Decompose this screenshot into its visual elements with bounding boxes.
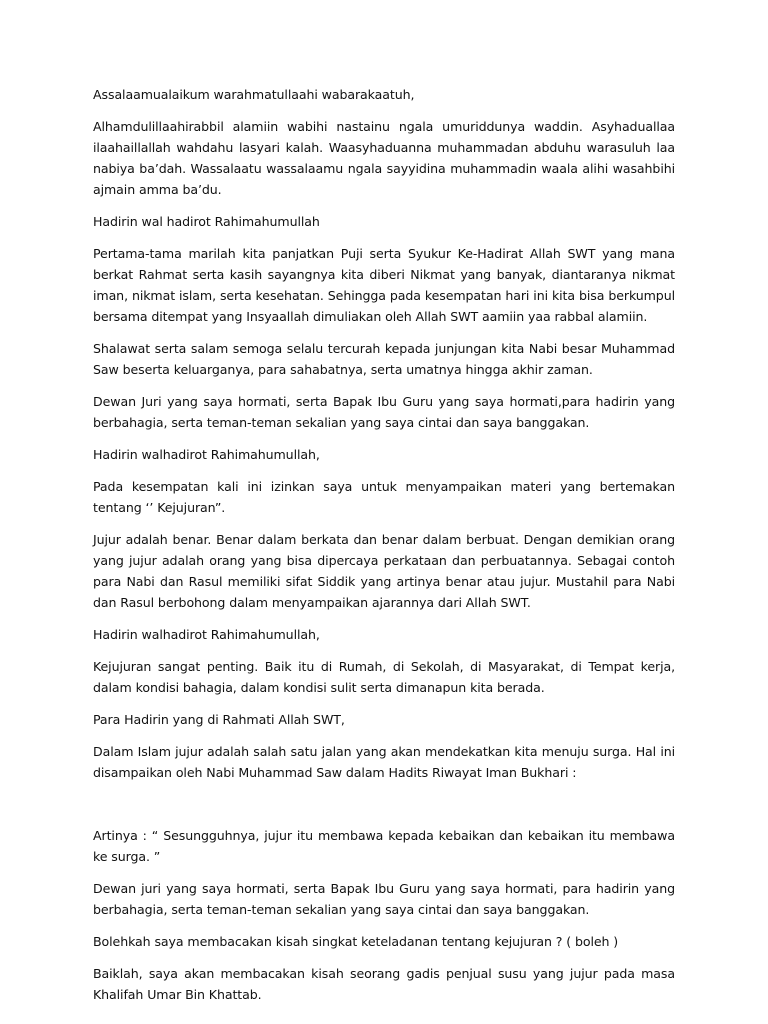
document-page [93, 84, 675, 1016]
paragraph-story-intro: Baiklah, saya akan membacakan kisah seorang gadis penjual susu yang jujur pada masa Khalifah Umar Bin Khattab. [93, 966, 675, 1002]
paragraph-jury-greeting-1: Dewan Juri yang saya hormati, serta Bapak Ibu Guru yang saya hormati,para hadirin yang berbahagia, serta teman-teman sekalian yang saya cintai dan saya banggakan. [93, 394, 675, 430]
paragraph-importance: Kejujuran sangat penting. Baik itu di Rumah, di Sekolah, di Masyarakat, di Tempat kerja, dalam kondisi bahagia, dalam kondisi sulit serta dimanapun kita berada. [93, 659, 675, 695]
greeting-opening: Assalaamualaikum warahmatullaahi wabarakaatuh, [93, 87, 415, 102]
paragraph-jury-greeting-2: Dewan juri yang saya hormati, serta Bapak Ibu Guru yang saya hormati, para hadirin yang berbahagia, serta teman-teman sekalian yang saya cintai dan saya banggakan. [93, 881, 675, 917]
paragraph-topic: Pada kesempatan kali ini izinkan saya untuk menyampaikan materi yang bertemakan tentang ‘’ Kejujuran”. [93, 479, 675, 515]
paragraph-gratitude: Pertama-tama marilah kita panjatkan Puji serta Syukur Ke-Hadirat Allah SWT yang mana berkat Rahmat serta kasih sayangnya kita diberi Nikmat yang banyak, diantaranya nikmat iman, nikmat islam, serta kesehatan. Sehingga pada kesempatan hari ini kita bisa berkumpul bersama ditempat yang Insyaallah dimuliakan oleh Allah SWT aamiin yaa rabbal alamiin. [93, 246, 675, 324]
blank-space [93, 794, 675, 825]
paragraph-praise: Alhamdulillaahirabbil alamiin wabihi nastainu ngala umuriddunya waddin. Asyhaduallaa ilaahaillallah wahdahu lasyari kalah. Waasyhaduanna muhammadan abduhu warasuluh laa nabiya ba’dah. Wassalaatu wassalaamu ngala sayyidina muhammadin waala alihi wasahbihi ajmain amma ba’du. [93, 119, 675, 197]
paragraph-honesty-definition: Jujur adalah benar. Benar dalam berkata dan benar dalam berbuat. Dengan demikian orang yang jujur adalah orang yang bisa dipercaya perkataan dan perbuatannya. Sebagai contoh para Nabi dan Rasul memiliki sifat Siddik yang artinya benar atau jujur. Mustahil para Nabi dan Rasul berbohong dalam menyampaikan ajarannya dari Allah SWT. [93, 532, 675, 610]
paragraph-hadith-meaning: Artinya : “ Sesungguhnya, jujur itu membawa kepada kebaikan dan kebaikan itu membawa ke surga. ” [93, 828, 675, 864]
paragraph-shalawat: Shalawat serta salam semoga selalu tercurah kepada junjungan kita Nabi besar Muhammad Saw beserta keluarganya, para sahabatnya, serta umatnya hingga akhir zaman. [93, 341, 675, 377]
paragraph-story-question: Bolehkah saya membacakan kisah singkat keteladanan tentang kejujuran ? ( boleh ) [93, 934, 619, 949]
address-audience-2: Hadirin walhadirot Rahimahumullah, [93, 447, 320, 462]
address-audience-1: Hadirin wal hadirot Rahimahumullah [93, 214, 320, 229]
address-audience-4: Para Hadirin yang di Rahmati Allah SWT, [93, 712, 345, 727]
address-audience-3: Hadirin walhadirot Rahimahumullah, [93, 627, 320, 642]
paragraph-hadith-intro: Dalam Islam jujur adalah salah satu jalan yang akan mendekatkan kita menuju surga. Hal ini disampaikan oleh Nabi Muhammad Saw dalam Hadits Riwayat Iman Bukhari : [93, 744, 675, 780]
